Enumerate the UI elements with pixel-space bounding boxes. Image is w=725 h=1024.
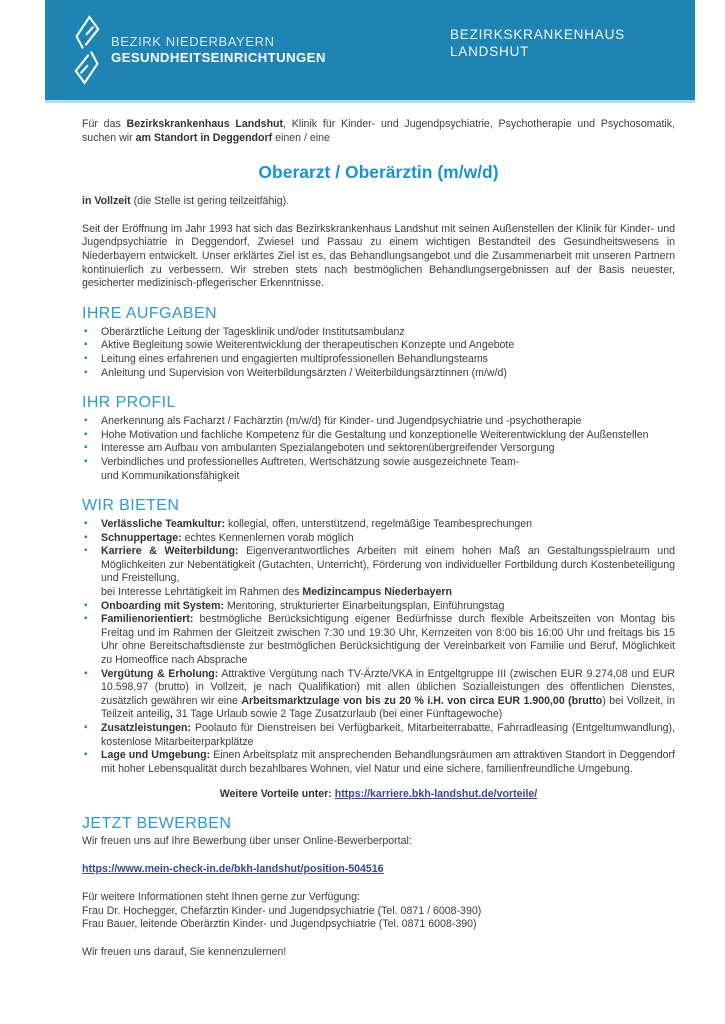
text-segment: Zusatzleistungen:	[101, 722, 192, 734]
list-item	[82, 600, 675, 614]
bullet-icon: ▪	[84, 442, 88, 454]
bullet-icon: ▪	[84, 722, 88, 733]
bullet-icon: ▪	[84, 366, 88, 378]
list-item	[82, 749, 675, 776]
employment-type-line	[82, 195, 675, 209]
bullet-icon: ▪	[84, 428, 88, 440]
list-item-text	[101, 339, 514, 351]
text-segment: Einen Arbeitsplatz mit ansprechenden Behandlungsräumen am attraktiven Standort in Deggendorf mit hoher Lebensqualität durch bezahlbares Wohnen, viel Natur und eine sichere, familienfreundliche Umgebung.	[101, 749, 676, 775]
list-item-text	[101, 456, 519, 482]
list-item-text	[101, 353, 488, 365]
bullet-icon: ▪	[84, 749, 88, 761]
list-item	[82, 367, 675, 381]
list-item-text	[101, 518, 532, 530]
org-name-line2: GESUNDHEITSEINRICHTUNGEN	[111, 50, 326, 65]
text-segment: in Vollzeit	[82, 195, 131, 208]
text-segment: bei Interesse Lehrtätigkeit im Rahmen des	[101, 586, 303, 599]
document-content	[0, 103, 725, 960]
text-segment: Eigenverantwortliches Arbeiten mit einem hohen Maß an Gestaltungsspielraum und Möglichkeiten zur Nebentätigkeit (Gutachten, Unterricht), Förderung von individueller Fortbildung durch Kostenbeteiligung und Freistellung,	[101, 545, 675, 585]
list-item-text	[101, 367, 507, 379]
bullet-icon: ▪	[84, 518, 88, 530]
apply-intro-line: Wir freuen uns auf Ihre Bewerbung über unser Online-Bewerberportal:	[82, 834, 412, 847]
text-segment: 31 Tage Urlaub sowie 2 Tage Zusatzurlaub (bei einer Fünftagewoche)	[172, 708, 503, 721]
text-segment: Hohe Motivation und fachliche Kompetenz für die Gestaltung und konzeptionelle Weiterentwicklung der Außenstellen	[101, 428, 649, 441]
section-heading-profil: IHR PROFIL	[82, 394, 176, 412]
text-segment: Lage und Umgebung:	[101, 749, 211, 762]
text-segment: Poolauto für Dienstreisen bei Verfügbarkeit, Mitarbeiterrabatte, Fahrradleasing (Entgeltumwandlung), kostenlose Mitarbeiterparkplätze	[101, 722, 675, 748]
bullet-icon: ▪	[84, 415, 88, 427]
text-segment: Vergütung & Erholung:	[101, 667, 219, 680]
bullet-icon: ▪	[84, 599, 88, 611]
text-segment: am Standort in Deggendorf	[135, 131, 273, 144]
list-item-text	[101, 600, 504, 612]
list-item	[82, 613, 675, 667]
list-item-text	[101, 722, 675, 748]
list-item-text	[101, 545, 675, 598]
bullet-icon: ▪	[84, 325, 88, 337]
header-band	[45, 0, 695, 103]
text-segment: echtes Kennenlernen vorab möglich	[181, 531, 354, 544]
aufgaben-list	[82, 326, 675, 380]
org-logo-text	[111, 35, 326, 64]
list-item	[82, 353, 675, 367]
text-segment: kollegial, offen, unterstützend, regelmäßige Teambesprechungen	[225, 518, 533, 531]
bullet-icon: ▪	[84, 352, 88, 364]
more-benefits-label: Weitere Vorteile unter:	[219, 788, 335, 801]
text-segment: Leitung eines erfahrenen und engagierten multiprofessionellen Behandlungsteams	[101, 352, 488, 365]
list-item-text	[101, 749, 675, 775]
bullet-icon: ▪	[84, 531, 88, 543]
text-segment: ) bei Vollzeit, in Teilzeit anteilig	[101, 694, 675, 721]
section-heading-bewerben: JETZT BEWERBEN	[82, 814, 232, 832]
benefits-link[interactable]: https://karriere.bkh-landshut.de/vorteile/	[334, 788, 538, 801]
section-heading-aufgaben: IHRE AUFGABEN	[82, 304, 218, 322]
list-item	[82, 545, 675, 599]
text-segment: ,	[169, 708, 173, 721]
text-segment: Familienorientiert:	[101, 613, 194, 626]
text-segment: bestmögliche Berücksichtigung eigener Bedürfnisse durch flexible Arbeitszeiten von Montag bis Freitag und im Rahmen der Gleitzeit zwischen 7:30 und 19:30 Uhr, Kernzeiten von 8:00 bis 16:00 Uhr und freitags bis 15 Uhr ohne Bereitschaftsdienste zur bestmöglichen Berücksichtigung der Vereinbarkeit von Familie und Beruf, Möglichkeit zu Homeoffice nach Absprache	[101, 613, 675, 667]
text-segment: Aktive Begleitung sowie Weiterentwicklung der therapeutischen Konzepte und Angebote	[101, 339, 515, 352]
list-item-text	[101, 442, 555, 454]
list-item-text	[101, 668, 675, 721]
contact-intro-line: Für weitere Informationen steht Ihnen gerne zur Verfügung:	[82, 891, 360, 904]
text-segment: Für das	[82, 118, 127, 130]
bieten-list	[82, 518, 675, 776]
list-item	[82, 518, 675, 532]
org-logo	[73, 13, 326, 87]
list-item	[82, 456, 675, 483]
text-segment: Medizincampus Niederbayern	[302, 586, 452, 599]
section-heading-bieten: WIR BIETEN	[82, 497, 180, 515]
text-segment: Arbeitsmarktzulage von bis zu 20 % i.H. von circa EUR 1.900,00 (brutto	[241, 694, 603, 707]
intro-paragraph	[82, 118, 675, 145]
job-title: Oberarzt / Oberärztin (m/w/d)	[258, 162, 499, 183]
closing-line: Wir freuen uns darauf, Sie kennenzulernen!	[82, 945, 287, 958]
hospital-name	[450, 26, 625, 60]
list-item	[82, 442, 675, 456]
text-segment: Anerkennung als Facharzt / Fachärztin (m/w/d) für Kinder- und Jugendpsychiatrie und -psychotherapie	[101, 415, 582, 428]
org-name-line1: BEZIRK NIEDERBAYERN	[111, 34, 275, 50]
text-segment: Interesse am Aufbau von ambulanten Spezialangeboten und sektorenübergreifender Versorgung	[101, 442, 555, 455]
list-item	[82, 722, 675, 749]
text-segment: , Klinik für Kinder- und Jugendpsychiatrie, Psychotherapie und Psychosomatik, suchen wir	[82, 118, 675, 144]
text-segment: Schnuppertage:	[101, 531, 182, 544]
contact-line-1: Frau Dr. Hochegger, Chefärztin Kinder- und Jugendpsychiatrie (Tel. 0871 / 6008-390)	[82, 904, 482, 917]
text-segment: Bezirkskrankenhaus Landshut	[126, 118, 284, 130]
bullet-icon: ▪	[84, 667, 88, 679]
text-segment: Verbindliches und professionelles Auftreten, Wertschätzung sowie ausgezeichnete Team-	[101, 455, 520, 468]
apply-link-line	[82, 863, 675, 877]
hospital-name-line1: BEZIRKSKRANKENHAUS	[450, 27, 625, 42]
bullet-icon: ▪	[84, 455, 88, 467]
text-segment: Verlässliche Teamkultur:	[101, 518, 226, 531]
profil-list	[82, 415, 675, 483]
more-benefits-line	[82, 788, 675, 802]
list-item	[82, 339, 675, 353]
text-segment: Attraktive Vergütung nach TV-Ärzte/VKA in Entgeltgruppe III (zwischen EUR 9.274,08 und EUR 10.598,97 (brutto) in Vollzeit, je nach Qualifikation) mit allen üblichen Sozialleistungen des öffentlichen Dienstes, zusätzlich gewähren wir eine	[101, 667, 675, 707]
hospital-name-line2: LANDSHUT	[450, 44, 530, 59]
logo-mark-icon	[73, 13, 101, 87]
application-portal-link[interactable]: https://www.mein-check-in.de/bkh-landshut/position-504516	[82, 862, 384, 875]
list-item-text	[101, 429, 648, 441]
text-segment: Anleitung und Supervision von Weiterbildungsärzten / Weiterbildungsärztinnen (m/w/d)	[101, 366, 507, 379]
list-item	[82, 429, 675, 443]
text-segment: Mentoring, strukturierter Einarbeitungsplan, Einführungstag	[224, 599, 505, 612]
bullet-icon: ▪	[84, 545, 88, 557]
list-item-text	[101, 613, 675, 666]
text-segment: Oberärztliche Leitung der Tagesklinik und/oder Institutsambulanz	[101, 325, 405, 338]
list-item	[82, 326, 675, 340]
text-segment: (die Stelle ist gering teilzeitfähig).	[130, 195, 290, 208]
bullet-icon: ▪	[84, 339, 88, 351]
bullet-icon: ▪	[84, 613, 88, 625]
list-item	[82, 668, 675, 722]
list-item	[82, 532, 675, 546]
contact-line-2: Frau Bauer, leitende Oberärztin Kinder- und Jugendpsychiatrie (Tel. 0871 6008-390)	[82, 918, 477, 931]
text-segment: Onboarding mit System:	[101, 599, 225, 612]
header-band-inner	[45, 0, 695, 100]
text-segment: Karriere & Weiterbildung:	[101, 545, 239, 558]
list-item-text	[101, 532, 354, 544]
text-segment: einen / eine	[272, 131, 330, 144]
text-segment: und Kommunikationsfähigkeit	[101, 469, 240, 482]
list-item	[82, 415, 675, 429]
list-item-text	[101, 415, 582, 427]
about-paragraph: Seit der Eröffnung im Jahr 1993 hat sich das Bezirkskrankenhaus Landshut mit seinen Außenstellen der Klinik für Kinder- und Jugendpsychiatrie in Deggendorf, Zwiesel und Passau zu einem wichtigen Bestandteil des Gesundheitswesens in Niederbayern entwickelt. Unser erklärtes Ziel ist es, das Behandlungsangebot und die Zusammenarbeit mit unseren Partnern kontinuierlich zu verbessern. Wir streben stets nach bestmöglichen Behandlungsergebnissen auf der Basis neuester, gesicherter medizinisch-pflegerischer Erkenntnisse.	[82, 222, 675, 290]
list-item-text	[101, 326, 405, 338]
